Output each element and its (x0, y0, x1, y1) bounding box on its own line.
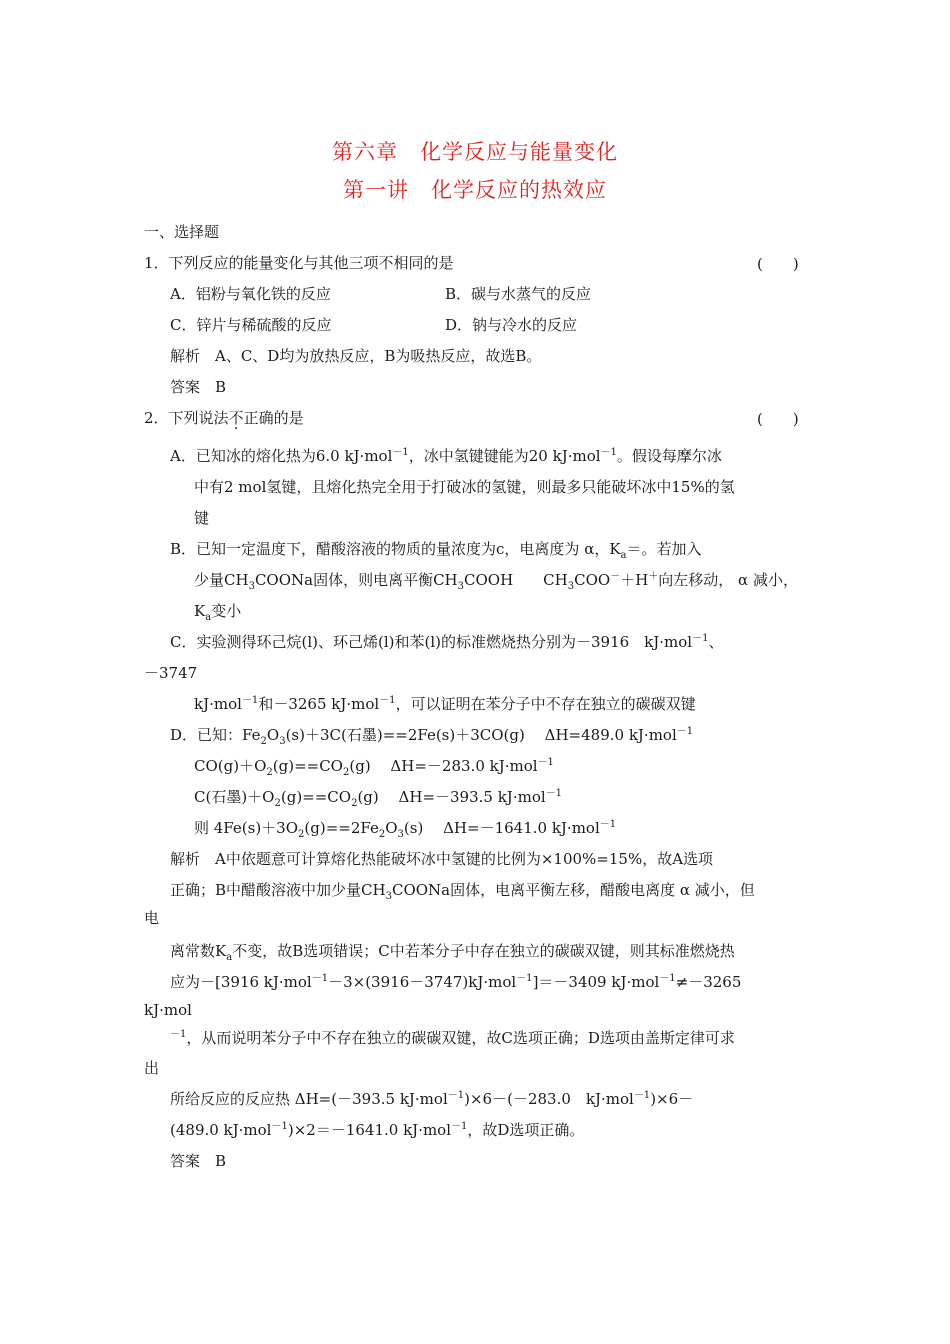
q1-stem: 1．下列反应的能量变化与其他三项不相同的是 (144, 254, 454, 272)
q2-analysis-line9: 所给反应的反应热 ΔH=(－393.5 kJ·mol$^{-1}$)×6－(－283.0 kJ·mol$^{-1}$)×6－ (170, 1090, 694, 1108)
q2-analysis-line4: 离常数$K_a$不变，故B选项错误；C中若苯分子中存在独立的碳碳双键，则其标准燃烧热 (170, 942, 735, 963)
q2-option-a-line2: 中有2 mol氢键，且熔化热完全用于打破冰的氢键，则最多只能破坏冰中15%的氢 (194, 478, 735, 496)
q2-option-a-line3: 键 (194, 509, 210, 527)
q2-option-d-line4: 则 $4Fe(s)+3O_2(g)==2Fe_2O_3(s)$ ΔH=－1641.0 kJ·mol$^{-1}$ (194, 819, 617, 840)
q2-analysis-line1: 解析 A中依题意可计算熔化热能破坏冰中氢键的比例为×100%=15%，故A选项 (170, 850, 714, 868)
q2-answer: 答案 B (170, 1152, 227, 1170)
q2-analysis-line7: $^{-1}$，从而说明苯分子中不存在独立的碳碳双键，故C选项正确；D选项由盖斯定律可求 (170, 1029, 735, 1047)
q2-option-d-line2: $CO(g)+O_2(g)==CO_2(g)$ ΔH=－283.0 kJ·mol$^{-1}$ (194, 757, 554, 778)
q1-analysis: 解析 A、C、D均为放热反应，B为吸热反应，故选B。 (170, 347, 542, 365)
q2-analysis-line2: 正确；B中醋酸溶液中加少量$CH_3COONa$固体，电离平衡左移，醋酸电离度 α 减小，但 (170, 881, 755, 902)
q1-option-c: C．锌片与稀硫酸的反应 (170, 316, 332, 334)
q2-option-d-line3: C(石墨)$+O_2(g)==CO_2(g)$ ΔH=－393.5 kJ·mol$^{-1}$ (194, 788, 563, 809)
q2-analysis-line8: 出 (144, 1059, 160, 1077)
q2-stem: 2．下列说法不正确的是 (144, 409, 304, 427)
emphasis-dot-char: 不 (228, 409, 244, 427)
q1-option-b: B．碳与水蒸气的反应 (445, 285, 592, 303)
q2-analysis-line6: kJ·mol (144, 1001, 192, 1019)
section-heading: 一、选择题 (144, 223, 220, 241)
q1-option-d: D．钠与冷水的反应 (445, 316, 578, 334)
lecture-title: 第一讲 化学反应的热效应 (343, 178, 607, 202)
q2-option-b-line1: B．已知一定温度下，醋酸溶液的物质的量浓度为c，电离度为 α，$K_a=$。若加入 (170, 540, 702, 561)
q2-option-c-line1: C．实验测得环己烷(l)、环己烯(l)和苯(l)的标准燃烧热分别为－3916 kJ·mol$^{-1}$、 (170, 633, 724, 651)
q2-option-c-line2: －3747 (144, 664, 198, 682)
q2-option-b-line3: $K_a$变小 (194, 602, 242, 623)
q1-answer-paren: ( ) (757, 255, 799, 273)
q2-option-c-line3: kJ·mol$^{-1}$和－3265 kJ·mol$^{-1}$，可以证明在苯分子中不存在独立的碳碳双键 (194, 695, 696, 713)
chapter-title: 第六章 化学反应与能量变化 (332, 140, 618, 164)
q2-option-d-line1: D．已知：$Fe_2O_3(s)+3C$(石墨)==2Fe(s)＋3CO(g) ΔH=489.0 kJ·mol$^{-1}$ (170, 726, 694, 747)
q2-option-a-line1: A．已知冰的熔化热为6.0 kJ·mol$^{-1}$，冰中氢键键能为20 kJ·mol$^{-1}$。假设每摩尔冰 (170, 447, 722, 465)
q2-analysis-line5: 应为－[3916 kJ·mol$^{-1}$－3×(3916－3747)kJ·mol$^{-1}$]＝－3409 kJ·mol$^{-1}$≠－3265 (170, 973, 742, 991)
q1-answer: 答案 B (170, 378, 227, 396)
q2-option-b-line2: 少量$CH_3COONa$固体，则电离平衡$CH_3COOH$ $CH_3COO^-+H^+$向左移动， α 减小， (194, 571, 798, 592)
q2-analysis-line3: 电 (144, 909, 160, 927)
q1-option-a: A．铝粉与氧化铁的反应 (170, 285, 331, 303)
q2-answer-paren: ( ) (757, 410, 799, 428)
q2-analysis-line10: (489.0 kJ·mol$^{-1}$)×2＝－1641.0 kJ·mol$^{-1}$，故D选项正确。 (170, 1121, 585, 1139)
